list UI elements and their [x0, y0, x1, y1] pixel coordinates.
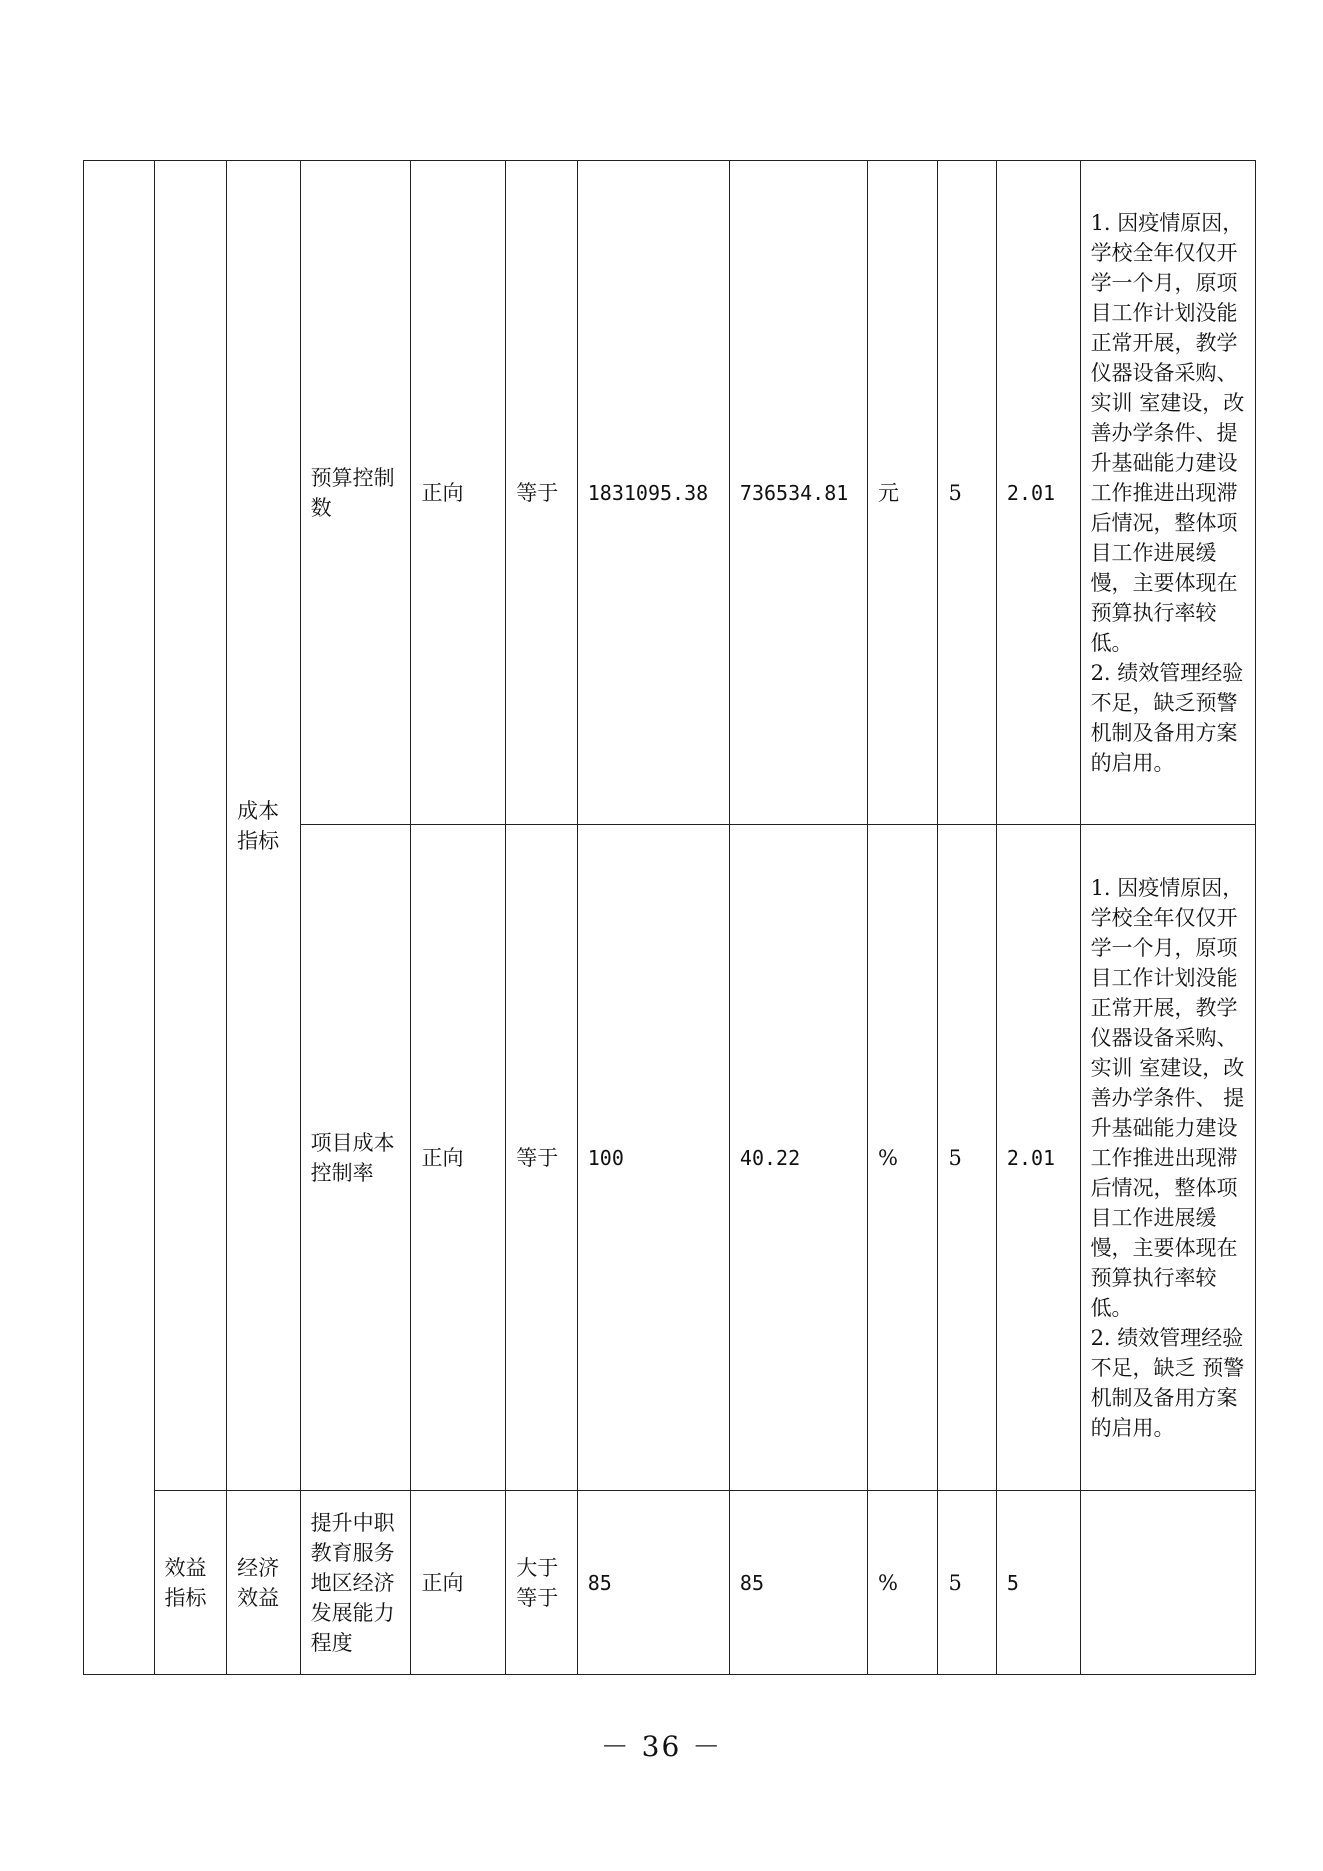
- operator-cell: 等于: [506, 161, 578, 825]
- indicator-name-cell: 预算控制数: [300, 161, 411, 825]
- operator-cell: 等于: [506, 825, 578, 1491]
- benefit-category-cell: 效益指标: [154, 1491, 227, 1675]
- unit-cell: 元: [867, 161, 938, 825]
- direction-cell: 正向: [411, 161, 506, 825]
- page-number: － 36 －: [600, 1730, 723, 1763]
- score-cell: 2.01: [996, 161, 1080, 825]
- actual-value-cell: 736534.81: [729, 161, 867, 825]
- deduction-reason-paragraph-1: 1. 因疫情原因，学校全年仅仅开学一个月，原项目工作计划没能正常开展，教学仪器设备采购、实训 室建设，改善办学条件、 提升基础能力建设工作推进出现滞后情况，整体项目工作进展缓慢，主要体现在预算执行率较低。: [1090, 875, 1245, 1320]
- economic-subcategory-cell: 经济效益: [227, 1491, 301, 1675]
- deduction-reason-cell: [1080, 825, 1255, 1491]
- cost-category-cell: 成本指标: [227, 161, 301, 1491]
- deduction-reason-cell: [1080, 1491, 1255, 1675]
- score-cell: 5: [996, 1491, 1080, 1675]
- actual-value-cell: 40.22: [729, 825, 867, 1491]
- weight-cell: 5: [938, 825, 996, 1491]
- target-value-cell: 1831095.38: [577, 161, 729, 825]
- score-cell: 2.01: [996, 825, 1080, 1491]
- indicator-name-cell: 项目成本控制率: [300, 825, 411, 1491]
- direction-cell: 正向: [411, 1491, 506, 1675]
- deduction-reason-paragraph-2: 2. 绩效管理经验不足，缺乏预警机制及备用方案的启用。: [1090, 660, 1244, 775]
- actual-value-cell: 85: [729, 1491, 867, 1675]
- target-value-cell: 100: [577, 825, 729, 1491]
- deduction-reason-paragraph-2: 2. 绩效管理经验不足，缺乏 预警机制及备用方案的启用。: [1090, 1325, 1245, 1440]
- unit-cell: %: [867, 825, 938, 1491]
- blank-first-column-cell: [84, 161, 155, 1675]
- performance-indicator-table: [83, 160, 1256, 1675]
- blank-second-column-cell: [154, 161, 227, 1491]
- weight-cell: 5: [938, 161, 996, 825]
- deduction-reason-cell: [1080, 161, 1255, 825]
- operator-cell: 大于等于: [506, 1491, 578, 1675]
- indicator-name-cell: 提升中职教育服务地区经济发展能力程度: [300, 1491, 411, 1675]
- table-row: [84, 161, 1256, 825]
- target-value-cell: 85: [577, 1491, 729, 1675]
- direction-cell: 正向: [411, 825, 506, 1491]
- table-row: [84, 1491, 1256, 1675]
- weight-cell: 5: [938, 1491, 996, 1675]
- unit-cell: %: [867, 1491, 938, 1675]
- deduction-reason-paragraph-1: 1. 因疫情原因，学校全年仅仅开学一个月，原项目工作计划没能正常开展，教学仪器设备采购、实训 室建设，改善办学条件、提升基础能力建设工作推进出现滞后情况，整体项目工作进展缓慢，主要体现在预算执行率较低。: [1090, 210, 1245, 655]
